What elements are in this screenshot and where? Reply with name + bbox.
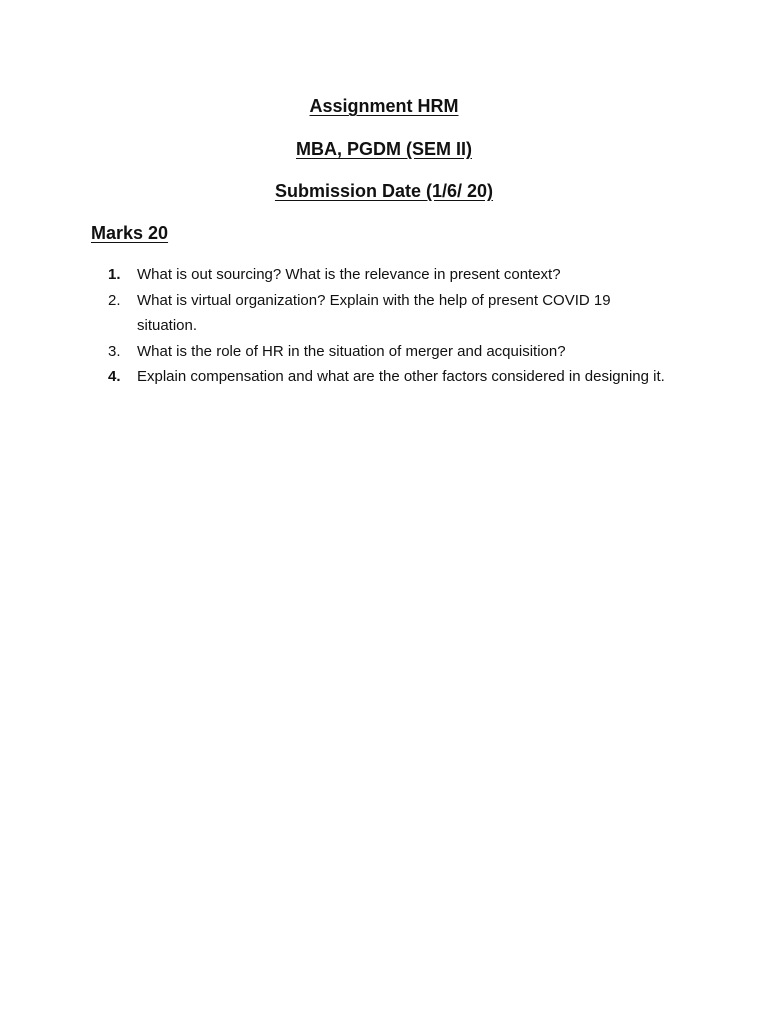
question-number: 2.	[108, 291, 121, 309]
question-item	[108, 339, 668, 365]
question-number: 1.	[108, 266, 121, 283]
question-text: Explain compensation and what are the other factors considered in designing it.	[137, 368, 665, 385]
program-heading: MBA, PGDM (SEM II)	[296, 139, 472, 159]
question-item	[108, 364, 668, 390]
question-item	[108, 262, 668, 288]
question-number: 3.	[108, 342, 121, 360]
question-item	[108, 288, 668, 339]
question-number: 4.	[108, 368, 121, 385]
question-text: What is the role of HR in the situation of merger and acquisition?	[137, 342, 566, 360]
question-text: What is virtual organization? Explain with the help of present COVID 19 situation.	[137, 291, 611, 334]
question-text: What is out sourcing? What is the relevance in present context?	[137, 266, 561, 283]
marks-heading: Marks 20	[91, 223, 169, 243]
assignment-title: Assignment HRM	[309, 96, 459, 116]
question-list	[108, 262, 668, 390]
submission-date-heading: Submission Date (1/6/ 20)	[274, 181, 494, 201]
